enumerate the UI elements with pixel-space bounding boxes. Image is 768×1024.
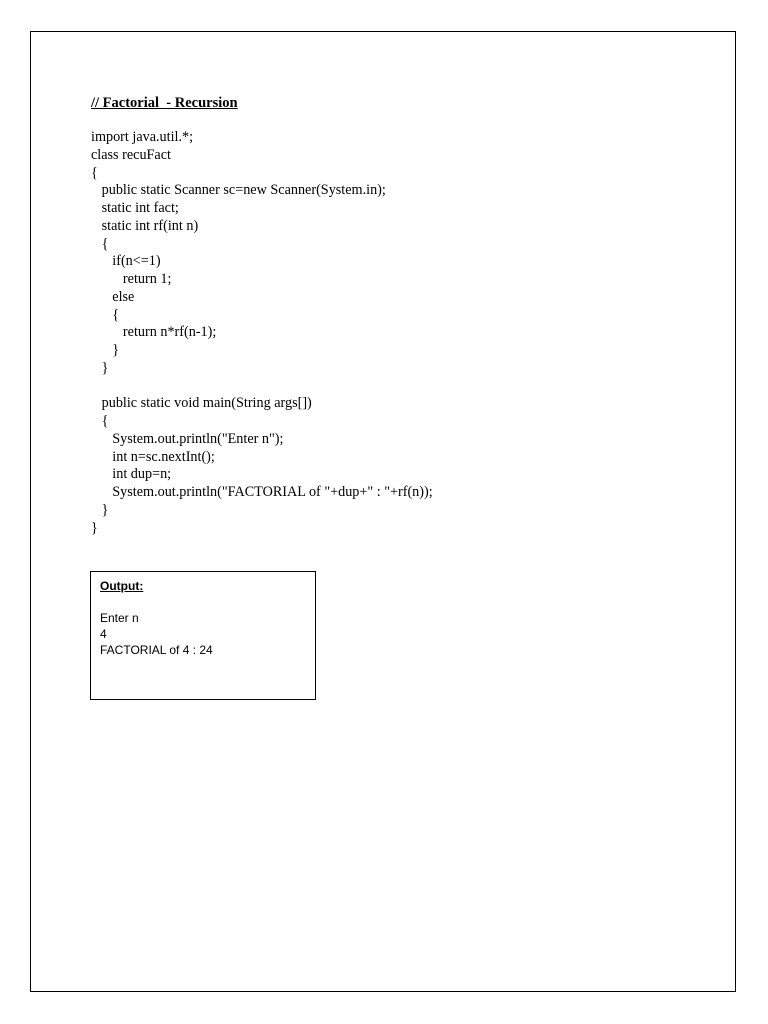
- code-line: else: [91, 288, 135, 305]
- code-line: [91, 378, 433, 396]
- document-heading: // Factorial - Recursion: [91, 95, 238, 111]
- code-line: }: [91, 501, 109, 518]
- code-line: }: [91, 342, 120, 358]
- output-line: Enter n: [100, 611, 139, 625]
- code-line: {: [91, 235, 109, 252]
- code-line: class recuFact: [91, 146, 171, 163]
- code-line: import java.util.*;: [91, 129, 194, 145]
- code-line: if(n<=1): [91, 253, 161, 270]
- code-line: static int fact;: [91, 200, 179, 216]
- code-line: System.out.println("FACTORIAL of "+dup+" : "+rf(n));: [91, 484, 433, 500]
- code-line: int n=sc.nextInt();: [91, 448, 215, 465]
- code-line: return 1;: [91, 271, 172, 287]
- output-line: FACTORIAL of 4 : 24: [100, 643, 213, 657]
- code-line: System.out.println("Enter n");: [91, 430, 284, 447]
- output-box: [90, 571, 316, 700]
- code-line: {: [91, 413, 109, 429]
- output-line: 4: [100, 627, 107, 641]
- code-line: {: [91, 164, 98, 181]
- code-block: [91, 129, 433, 537]
- code-line: {: [91, 306, 120, 323]
- output-title: Output:: [100, 579, 144, 593]
- output-lines: [100, 610, 213, 658]
- code-line: public static void main(String args[]): [91, 395, 312, 412]
- code-line: }: [91, 359, 109, 376]
- code-line: return n*rf(n-1);: [91, 324, 217, 341]
- code-line: int dup=n;: [91, 466, 172, 483]
- code-line: static int rf(int n): [91, 217, 199, 234]
- code-line: public static Scanner sc=new Scanner(System.in);: [91, 182, 386, 199]
- code-line: }: [91, 519, 98, 536]
